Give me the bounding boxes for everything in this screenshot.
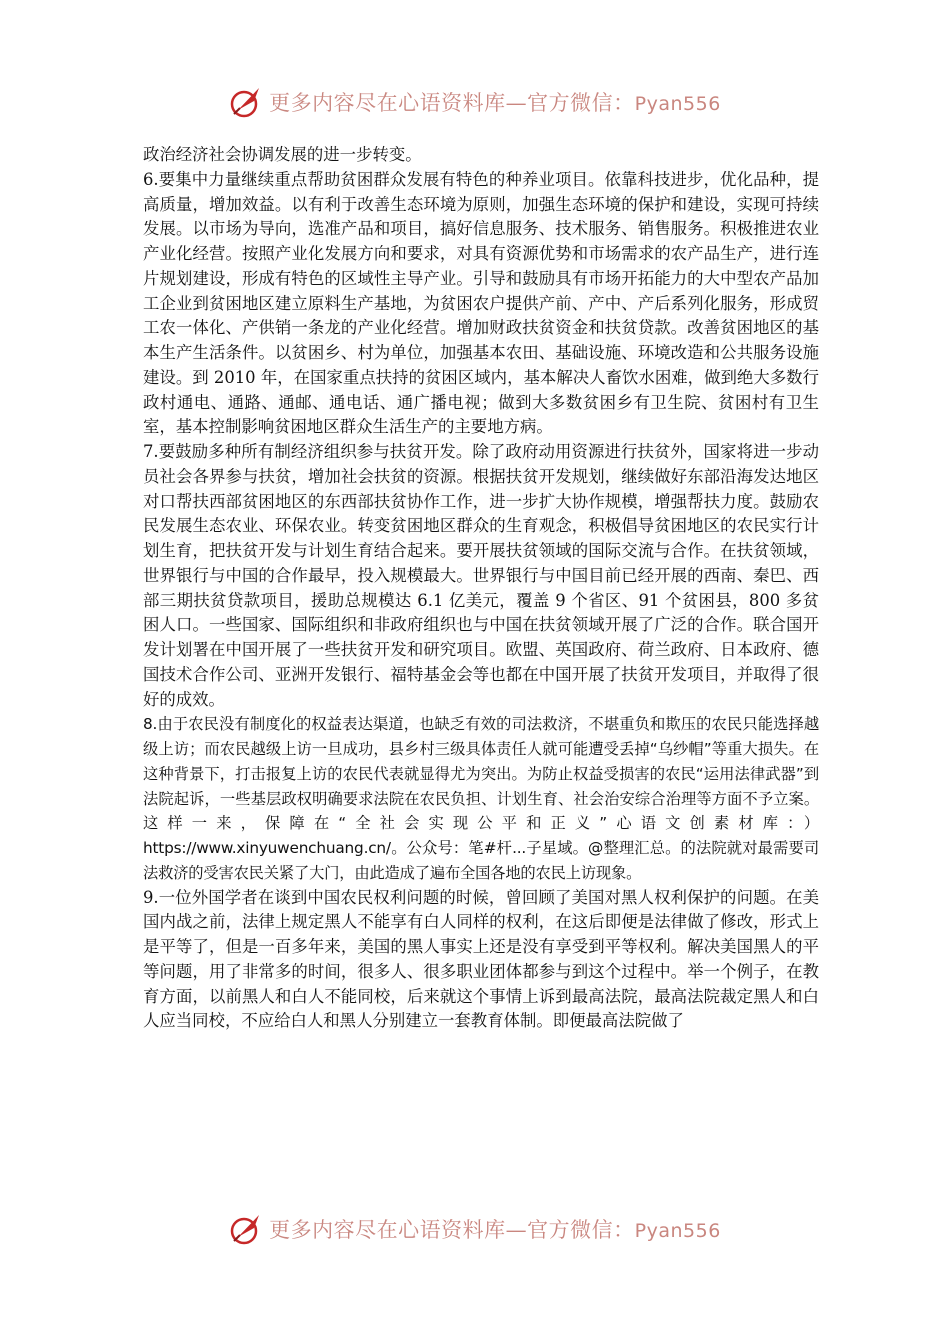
header-banner [0, 80, 950, 124]
paragraph-6: 6.要集中力量继续重点帮助贫困群众发展有特色的种养业项目。依靠科技进步，优化品种，提高质量，增加效益。以有利于改善生态环境为原则，加强生态环境的保护和建设，实现可持续发展。以市场为导向，选准产品和项目，搞好信息服务、技术服务、销售服务。积极推进农业产业化经营。按照产业化发展方向和要求，对具有资源优势和市场需求的农产品生产，进行连片规划建设，形成有特色的区域性主导产业。引导和鼓励具有市场开拓能力的大中型农产品加工企业到贫困地区建立原料生产基地，为贫困农户提供产前、产中、产后系列化服务，形成贸工农一体化、产供销一条龙的产业化经营。增加财政扶贫资金和扶贫贷款。改善贫困地区的基本生产生活条件。以贫困乡、村为单位，加强基本农田、基础设施、环境改造和公共服务设施建设。到 2010 年，在国家重点扶持的贫困区域内，基本解决人畜饮水困难，做到绝大多数行政村通电、通路、通邮、通电话、通广播电视；做到大多数贫困乡有卫生院、贫困村有卫生室，基本控制影响贫困地区群众生活生产的主要地方病。 [143, 169, 819, 437]
paragraph-continuation: 政治经济社会协调发展的进一步转变。 [143, 145, 422, 164]
document-body [143, 143, 819, 1034]
header-banner-text: 更多内容尽在心语资料库—官方微信：Pyan556 [269, 91, 721, 115]
quill-pen-logo-icon [229, 1212, 263, 1246]
header-wechat-id: Pyan556 [634, 93, 721, 115]
paragraph-8: 8.由于农民没有制度化的权益表达渠道，也缺乏有效的司法救济，不堪重负和欺压的农民只能选择越级上访；而农民越级上访一旦成功，县乡村三级具体责任人就可能遭受丢掉“乌纱帽”等重大损失。在这种背景下，打击报复上访的农民代表就显得尤为突出。为防止权益受损害的农民“运用法律武器”到法院起诉，一些基层政权明确要求法院在农民负担、计划生育、社会治安综合治理等方面不予立案。这样一来，保障在“全社会实现公平和正义”心语文创素材库：）https://www.xinyuwenchuang.cn/。公众号：笔#杆...子星域。@整理汇总。的法院就对最需要司法救济的受害农民关紧了大门，由此造成了遍布全国各地的农民上访现象。 [143, 715, 819, 882]
paragraph-7: 7.要鼓励多种所有制经济组织参与扶贫开发。除了政府动用资源进行扶贫外，国家将进一步动员社会各界参与扶贫，增加社会扶贫的资源。根据扶贫开发规划，继续做好东部沿海发达地区对口帮扶西部贫困地区的东西部扶贫协作工作，进一步扩大协作规模，增强帮扶力度。鼓励农民发展生态农业、环保农业。转变贫困地区群众的生育观念，积极倡导贫困地区的农民实行计划生育，把扶贫开发与计划生育结合起来。要开展扶贫领域的国际交流与合作。在扶贫领域，世界银行与中国的合作最早，投入规模最大。世界银行与中国目前已经开展的西南、秦巴、西部三期扶贫贷款项目，援助总规模达 6.1 亿美元，覆盖 9 个省区、91 个贫困县，800 多贫困人口。一些国家、国际组织和非政府组织也与中国在扶贫领域开展了广泛的合作。联合国开发计划署在中国开展了一些扶贫开发和研究项目。欧盟、英国政府、荷兰政府、日本政府、德国技术合作公司、亚洲开发银行、福特基金会等也都在中国开展了扶贫开发项目，并取得了很好的成效。 [143, 442, 819, 709]
quill-pen-logo-icon [229, 85, 263, 119]
footer-banner [0, 1207, 950, 1251]
paragraph-9: 9.一位外国学者在谈到中国农民权利问题的时候，曾回顾了美国对黑人权利保护的问题。在美国内战之前，法律上规定黑人不能享有白人同样的权利，在这后即便是法律做了修改，形式上是平等了，但是一百多年来，美国的黑人事实上还是没有享受到平等权利。解决美国黑人的平等问题，用了非常多的时间，很多人、很多职业团体都参与到这个过程中。举一个例子，在教育方面，以前黑人和白人不能同校，后来就这个事情上诉到最高法院，最高法院裁定黑人和白人应当同校，不应给白人和黑人分别建立一套教育体制。即便最高法院做了 [143, 887, 819, 1031]
footer-wechat-id: Pyan556 [634, 1220, 721, 1242]
footer-banner-text: 更多内容尽在心语资料库—官方微信：Pyan556 [269, 1218, 721, 1242]
